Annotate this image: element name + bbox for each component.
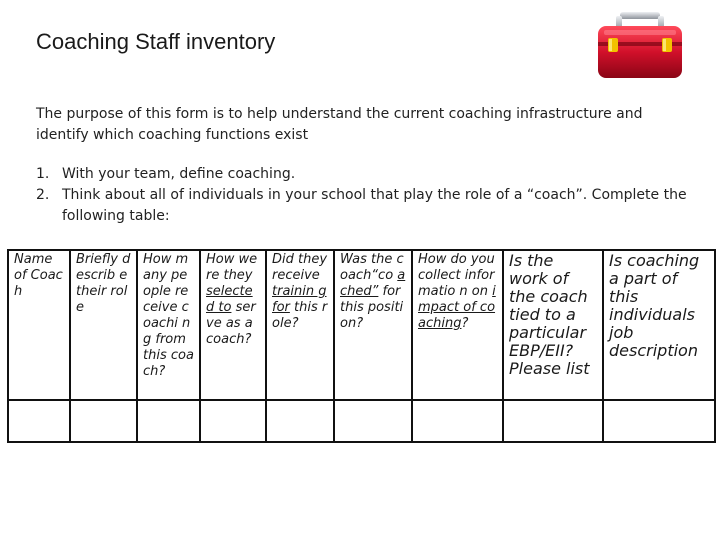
intro-paragraph: The purpose of this form is to help understand the current coaching infrastructure and identify which coaching functions exist	[36, 106, 643, 143]
table-cell[interactable]	[266, 400, 334, 442]
header-name-of-coach: Name of Coach	[8, 250, 70, 400]
instruction-text: With your team, define coaching.	[62, 166, 296, 182]
header-training	[266, 250, 334, 400]
header-people-coached: How many people receive coachi ng from this coach?	[137, 250, 200, 400]
table-cell[interactable]	[8, 400, 70, 442]
header-ebp: Is the work of the coach tied to a particular EBP/EII? Please list	[503, 250, 603, 400]
toolbox-icon	[594, 10, 686, 82]
table-row	[8, 400, 715, 442]
instruction-number: 1.	[36, 166, 50, 182]
header-coached	[334, 250, 412, 400]
page-title: Coaching Staff inventory	[36, 29, 276, 54]
instruction-number: 2.	[36, 187, 50, 203]
inventory-table	[7, 249, 716, 443]
instruction-list	[36, 164, 696, 227]
table-cell[interactable]	[603, 400, 715, 442]
table-cell[interactable]	[503, 400, 603, 442]
instruction-item	[36, 164, 696, 185]
header-impact	[412, 250, 503, 400]
table-header-row	[8, 250, 715, 400]
instruction-item	[36, 185, 696, 227]
header-role: Briefly describ e their role	[70, 250, 137, 400]
table-cell[interactable]	[412, 400, 503, 442]
header-training-text: Did they receive trainin g for this role?	[272, 252, 328, 331]
header-selection-text: How were they selecte d to serve as a coach?	[206, 252, 258, 347]
header-coached-text: Was the coach“co ached” for this position?	[340, 252, 406, 331]
header-job-description: Is coaching a part of this individuals job description	[603, 250, 715, 400]
table-cell[interactable]	[334, 400, 412, 442]
table-cell[interactable]	[200, 400, 266, 442]
table-cell[interactable]	[137, 400, 200, 442]
header-selection	[200, 250, 266, 400]
instruction-text: Think about all of individuals in your school that play the role of a “coach”. Complete the following table:	[62, 187, 687, 224]
table-cell[interactable]	[70, 400, 137, 442]
header-impact-text: How do you collect informatio n on impact of coaching?	[418, 252, 496, 331]
